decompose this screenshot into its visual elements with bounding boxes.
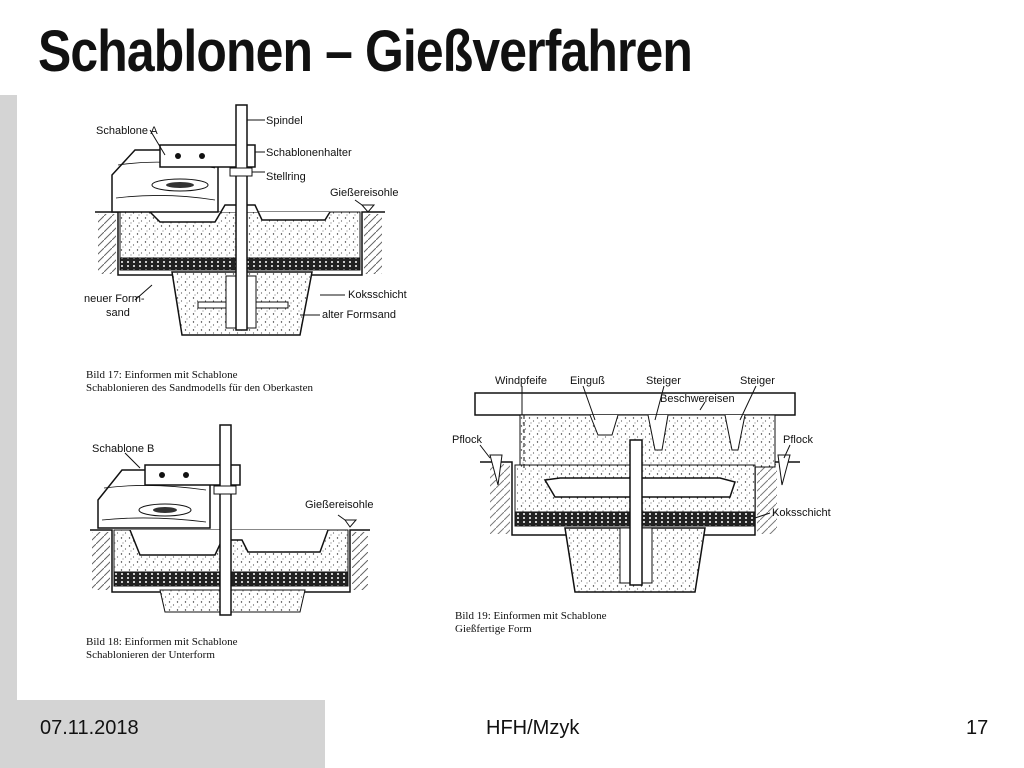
- fig19-label-steiger-1: Steiger: [646, 375, 681, 387]
- fig19-label-einguss: Einguß: [570, 375, 605, 387]
- figure-19: [475, 386, 800, 592]
- page-number: 17: [966, 717, 989, 739]
- fig17-label-stellring: Stellring: [266, 171, 306, 183]
- fig17-caption-1: Bild 17: Einformen mit Schablone: [86, 369, 238, 381]
- fig19-label-koks: Koksschicht: [772, 507, 831, 519]
- fig18-caption-1: Bild 18: Einformen mit Schablone: [86, 636, 238, 648]
- fig17-label-schablone: Schablone A: [96, 125, 158, 137]
- fig17-label-halter: Schablonenhalter: [266, 147, 352, 159]
- footer-date: 07.11.2018: [40, 717, 139, 739]
- slide-title: Schablonen – Gießverfahren: [38, 19, 693, 84]
- fig18-label-sohle: Gießereisohle: [305, 499, 374, 511]
- fig19-label-pflock-2: Pflock: [783, 434, 813, 446]
- fig19-label-beschwereisen: Beschwereisen: [660, 393, 735, 405]
- footer-author: HFH/Mzyk: [486, 717, 580, 739]
- fig17-label-sohle: Gießereisohle: [330, 187, 399, 199]
- fig17-label-neuer1: neuer Form-: [84, 293, 145, 305]
- fig19-label-windpfeife: Windpfeife: [495, 375, 547, 387]
- fig17-label-koks: Koksschicht: [348, 289, 407, 301]
- fig19-label-steiger-2: Steiger: [740, 375, 775, 387]
- fig19-caption-2: Gießfertige Form: [455, 623, 532, 635]
- fig18-caption-2: Schablonieren der Unterform: [86, 649, 215, 661]
- fig18-label-schablone: Schablone B: [92, 443, 155, 455]
- fig17-label-spindel: Spindel: [266, 115, 303, 127]
- fig17-label-alter: alter Formsand: [322, 309, 396, 321]
- fig17-label-neuer2: sand: [106, 307, 130, 319]
- fig19-caption-1: Bild 19: Einformen mit Schablone: [455, 610, 607, 622]
- fig17-caption-2: Schablonieren des Sandmodells für den Oberkasten: [86, 382, 313, 394]
- fig19-label-pflock-1: Pflock: [452, 434, 482, 446]
